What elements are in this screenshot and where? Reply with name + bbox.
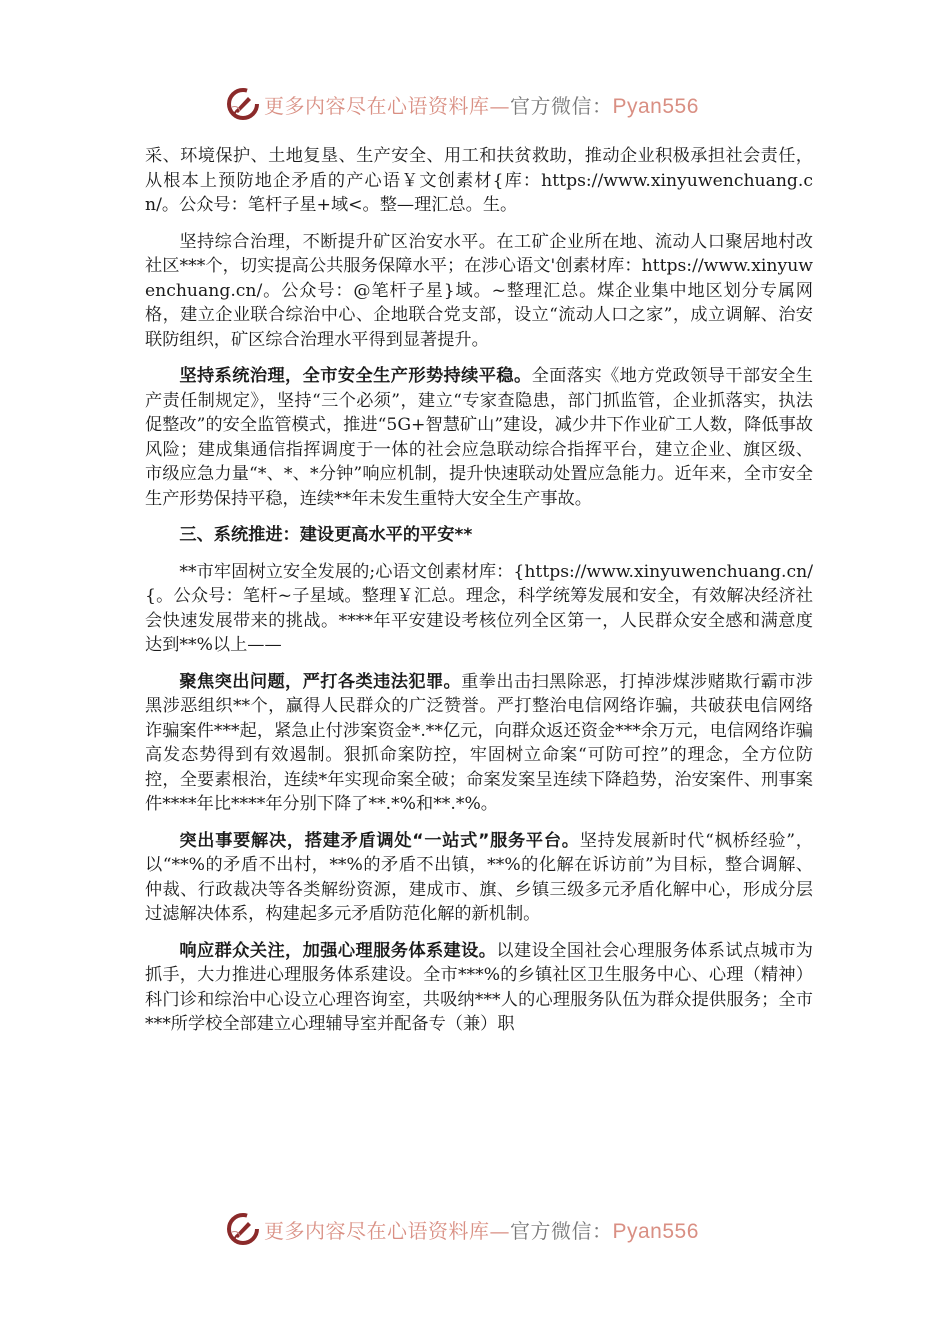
paragraph-bold-lead: 响应群众关注，加强心理服务体系建设。 xyxy=(179,940,497,961)
quill-pen-logo-icon xyxy=(226,87,260,121)
section-heading: 三、系统推进：建设更高水平的平安** xyxy=(179,525,473,545)
paragraph-text: 以建设全国社会心理服务体系试点城市为抓手，大力推进心理服务体系建设。全市***%的乡镇社区卫生服务中心、心理（精神）科门诊和综治中心设立心理咨询室，共吸纳***人的心理服务队伍为群众提供服务；全市***所学校全部建立心理辅导室并配备专（兼）职 xyxy=(145,940,813,1034)
banner-main-text: 更多内容尽在心语资料库 xyxy=(264,93,490,118)
paragraph-6 xyxy=(145,829,813,927)
banner-wechat-label: 官方微信： xyxy=(510,1218,613,1243)
paragraph-bold-lead: 聚焦突出问题，严打各类违法犯罪。 xyxy=(179,671,462,692)
paragraph-5 xyxy=(145,670,813,817)
paragraph-2 xyxy=(145,230,813,353)
header-watermark-banner xyxy=(226,82,726,126)
paragraph-text: 坚持综合治理，不断提升矿区治安水平。在工矿企业所在地、流动人口聚居地村改社区***个，切实提高公共服务保障水平；在涉心语文'创素材库：https://www.xinyuwenchuang.cn/。公众号：@笔杆子星}域。~整理汇总。煤企业集中地区划分专属网格，建立企业联合综治中心、企地联合党支部，设立“流动人口之家”，成立调解、治安联防组织，矿区综合治理水平得到显著提升。 xyxy=(145,231,813,350)
paragraph-text: 坚持发展新时代“枫桥经验”，以“**%的矛盾不出村，**%的矛盾不出镇，**%的化解在诉访前”为目标，整合调解、仲裁、行政裁决等各类解纷资源，建成市、旗、乡镇三级多元矛盾化解中心，形成分层过滤解决体系，构建起多元矛盾防范化解的新机制。 xyxy=(145,830,813,924)
banner-dash: — xyxy=(489,93,510,118)
quill-pen-logo-icon xyxy=(226,1212,260,1246)
banner-main-text: 更多内容尽在心语资料库 xyxy=(264,1218,490,1243)
document-body xyxy=(145,144,813,1049)
banner-wechat-label: 官方微信： xyxy=(510,93,613,118)
banner-wechat-id: Pyan556 xyxy=(612,94,699,118)
paragraph-4 xyxy=(145,560,813,658)
paragraph-1 xyxy=(145,144,813,218)
paragraph-3 xyxy=(145,364,813,511)
paragraph-text: **市牢固树立安全发展的;心语文创素材库：{https://www.xinyuwenchuang.cn/{。公众号：笔杆~子星域。整理￥汇总。理念，科学统筹发展和安全，有效解决经济社会快速发展带来的挑战。****年平安建设考核位列全区第一，人民群众安全感和满意度达到**%以上—— xyxy=(145,561,813,655)
banner-dash: — xyxy=(489,1218,510,1243)
footer-watermark-banner xyxy=(226,1207,726,1251)
paragraph-text: 采、环境保护、土地复垦、生产安全、用工和扶贫救助，推动企业积极承担社会责任，从根本上预防地企矛盾的产心语￥文创素材{库：https://www.xinyuwenchuang.cn/。公众号：笔杆子星+域<。整—理汇总。生。 xyxy=(145,146,813,215)
banner-wechat-id: Pyan556 xyxy=(612,1219,699,1243)
paragraph-bold-lead: 突出事要解决，搭建矛盾调处“一站式”服务平台。 xyxy=(179,830,580,851)
paragraph-text: 全面落实《地方党政领导干部安全生产责任制规定》，坚持“三个必须”，建立“专家查隐患，部门抓监管，企业抓落实，执法促整改”的安全监管模式，推进“5G+智慧矿山”建设，减少井下作业矿工人数，降低事故风险；建成集通信指挥调度于一体的社会应急联动综合指挥平台，建立企业、旗区级、市级应急力量“*、*、*分钟”响应机制，提升快速联动处置应急能力。近年来，全市安全生产形势保持平稳，连续**年未发生重特大安全生产事故。 xyxy=(145,366,813,509)
paragraph-bold-lead: 坚持系统治理，全市安全生产形势持续平稳。 xyxy=(179,366,532,386)
paragraph-7 xyxy=(145,939,813,1037)
paragraph-text: 重拳出击扫黑除恶，打掉涉煤涉赌欺行霸市涉黑涉恶组织**个，赢得人民群众的广泛赞誉。严打整治电信网络诈骗，共破获电信网络诈骗案件***起，紧急止付涉案资金*.**亿元，向群众返还资金***余万元，电信网络诈骗高发态势得到有效遏制。狠抓命案防控，牢固树立命案“可防可控”的理念，全方位防控，全要素根治，连续*年实现命案全破；命案发案呈连续下降趋势，治安案件、刑事案件****年比****年分别下降了**.*%和**.*%。 xyxy=(145,671,813,814)
